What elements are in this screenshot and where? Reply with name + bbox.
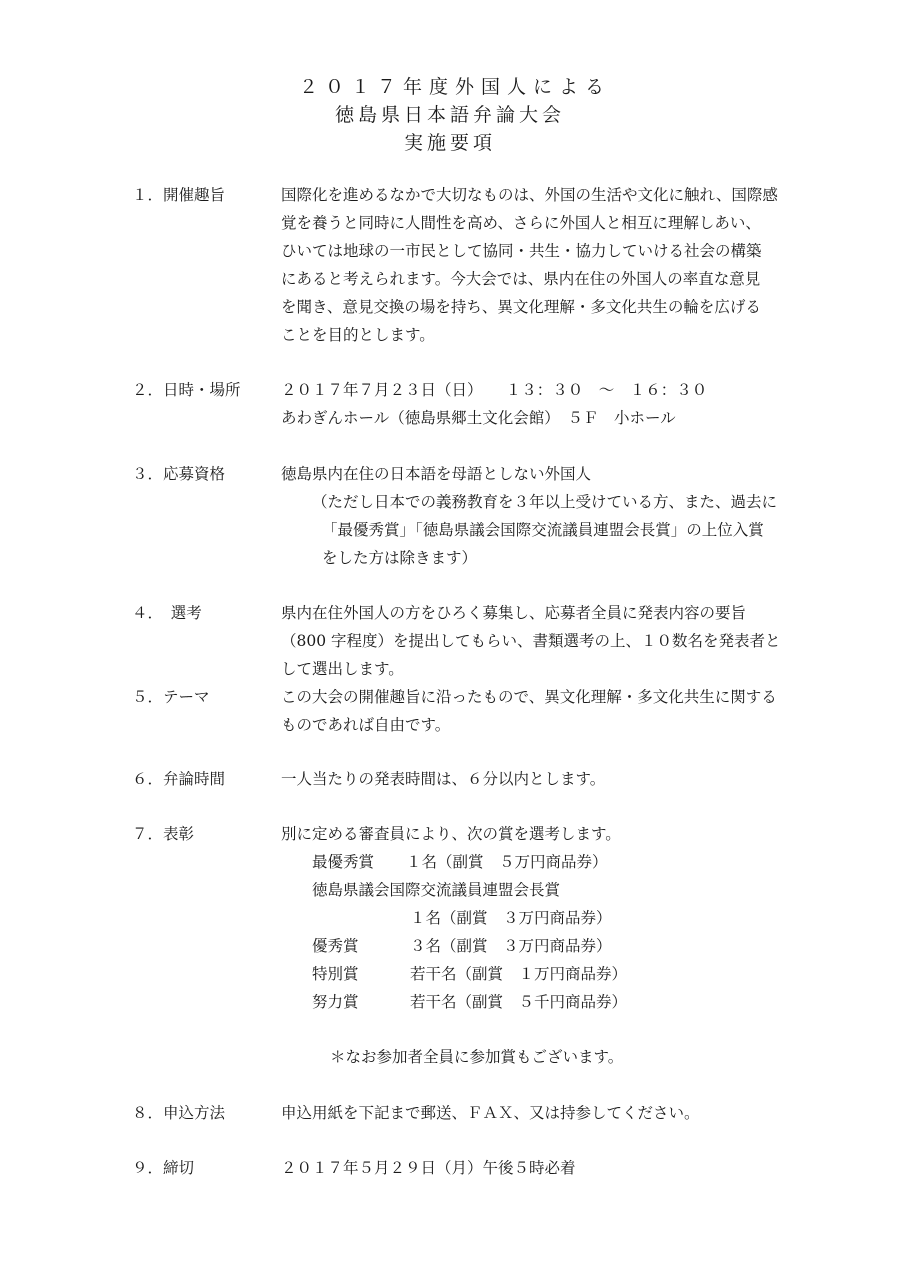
title-line-2: 徳島県日本語弁論大会	[334, 104, 565, 126]
section-9-label: ９．締切	[132, 1159, 195, 1177]
section-5-line: この大会の開催趣旨に沿ったもので、異文化理解・多文化共生に関する	[281, 688, 777, 706]
section-3-label: ３．応募資格	[132, 465, 226, 483]
section-8-label: ８．申込方法	[132, 1104, 226, 1122]
prize-detail: １名（副賞 ５万円商品券）	[406, 853, 608, 871]
section-3-line: 「最優秀賞」「徳島県議会国際交流議員連盟会長賞」の上位入賞	[322, 521, 764, 539]
section-6-label: ６．弁論時間	[132, 770, 226, 788]
section-3-line: をした方は除きます）	[322, 549, 478, 567]
section-5-line: ものであれば自由です。	[281, 716, 451, 734]
section-1-line: を聞き、意見交換の場を持ち、異文化理解・多文化共生の輪を広げる	[281, 298, 761, 316]
prize-name: 優秀賞	[312, 937, 359, 955]
section-1-label: １．開催趣旨	[132, 186, 226, 204]
prize-name: 特別賞	[312, 965, 359, 983]
prize-name: 徳島県議会国際交流議員連盟会長賞	[312, 881, 561, 899]
section-4-line: して選出します。	[281, 660, 404, 678]
section-3-line: （ただし日本での義務教育を３年以上受けている方、また、過去に	[312, 493, 778, 511]
section-2-line: ２０１７年７月２３日（日） １３：３０ ～ １６：３０	[281, 381, 708, 399]
prize-name: 努力賞	[312, 993, 359, 1011]
prize-detail: 若干名（副賞 ５千円商品券）	[410, 993, 628, 1011]
section-1-line: 国際化を進めるなかで大切なものは、外国の生活や文化に触れ、国際感	[281, 186, 778, 204]
section-1-line: にあると考えられます。今大会では、県内在住の外国人の率直な意見	[281, 270, 761, 288]
prize-name: 最優秀賞	[312, 853, 375, 871]
title-line-3: 実施要項	[403, 132, 496, 154]
section-8-line: 申込用紙を下記まで郵送、ＦＡＸ、又は持参してください。	[281, 1104, 700, 1122]
section-1-line: ことを目的とします。	[281, 326, 435, 344]
title-line-1: ２０１７年度外国人による	[298, 76, 611, 98]
section-7-label: ７．表彰	[132, 825, 195, 843]
section-9-line: ２０１７年５月２９日（月）午後５時必着	[281, 1159, 576, 1177]
prize-detail: １名（副賞 ３万円商品券）	[410, 909, 612, 927]
prize-detail: 若干名（副賞 １万円商品券）	[410, 965, 628, 983]
section-4-line: 県内在住外国人の方をひろく募集し、応募者全員に発表内容の要旨	[281, 604, 747, 622]
section-4-line: （800 字程度）を提出してもらい、書類選考の上、１０数名を発表者と	[281, 632, 781, 650]
section-7-line: 別に定める審査員により、次の賞を選考します。	[281, 825, 621, 843]
section-1-line: 覚を養うと同時に人間性を高め、さらに外国人と相互に理解しあい、	[281, 214, 761, 232]
section-6-line: 一人当たりの発表時間は、６分以内とします。	[281, 770, 606, 788]
section-5-label: ５．テーマ	[132, 688, 210, 706]
prize-detail: ３名（副賞 ３万円商品券）	[410, 937, 612, 955]
section-2-label: ２．日時・場所	[132, 381, 241, 399]
section-4-label: ４． 選考	[132, 604, 202, 622]
section-2-line: あわぎんホール（徳島県郷土文化会館） ５Ｆ 小ホール	[281, 409, 676, 427]
section-3-line: 徳島県内在住の日本語を母語としない外国人	[281, 465, 592, 483]
section-1-line: ひいては地球の一市民として協同・共生・協力していける社会の構築	[281, 242, 762, 260]
prize-note: ＊なお参加者全員に参加賞もございます。	[330, 1048, 624, 1066]
